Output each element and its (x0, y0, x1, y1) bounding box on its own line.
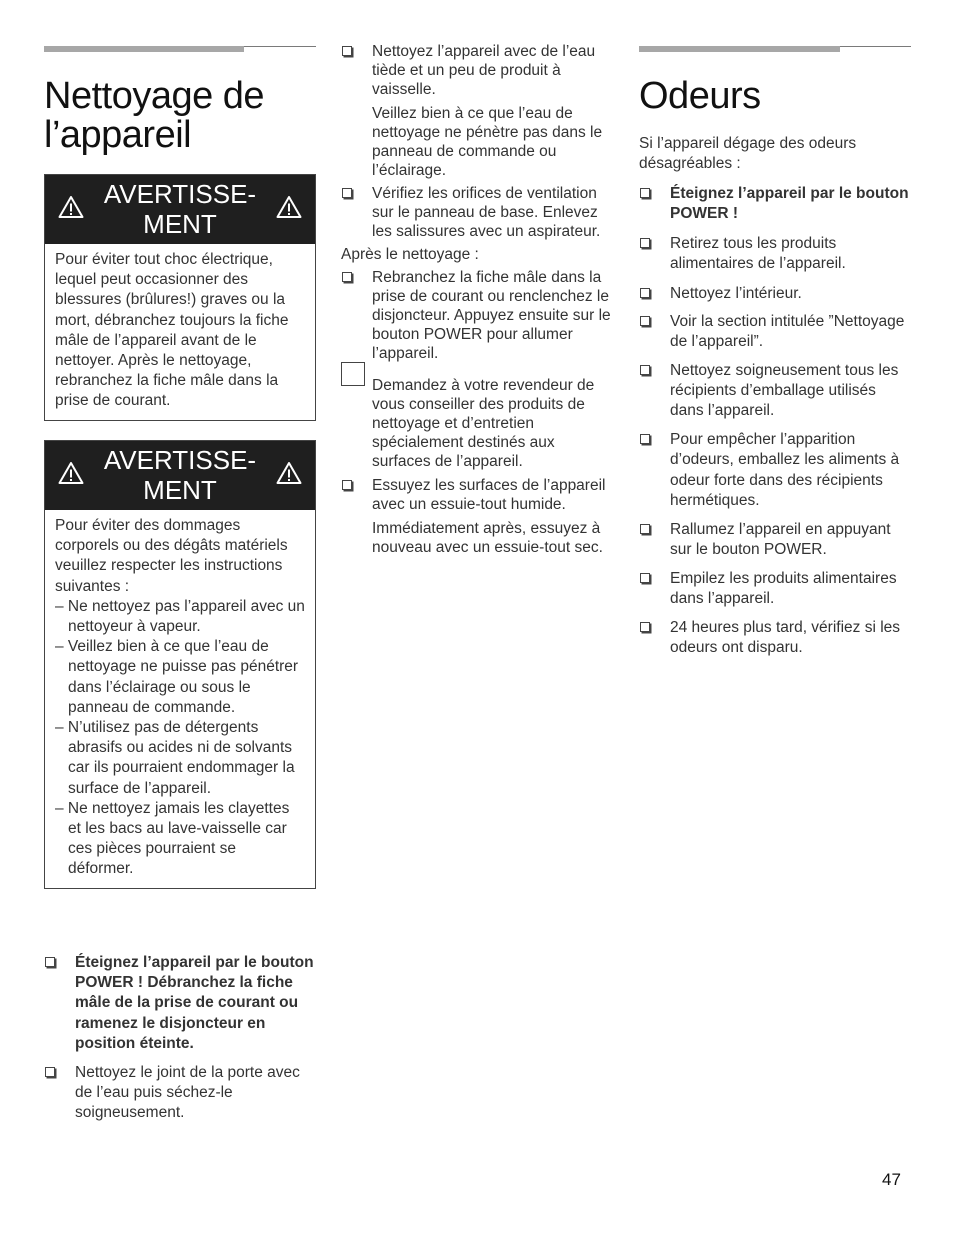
list-item (639, 430, 911, 511)
warning-triangle-icon (58, 461, 84, 485)
step-text: Rallumez l’appareil en appuyant sur le bouton POWER. (670, 521, 891, 559)
list-item (639, 184, 911, 224)
step-text: 24 heures plus tard, vérifiez si les odeurs ont disparu. (670, 619, 901, 657)
cleaning-steps-list-2 (341, 42, 615, 557)
checkbox-icon (342, 480, 352, 490)
warning-box-damage (44, 440, 316, 889)
list-item (341, 268, 615, 363)
page-title-cleaning (44, 77, 264, 155)
after-cleaning-label: Après le nettoyage : (341, 246, 479, 263)
warning-body (45, 510, 315, 888)
warning-box-electric (44, 174, 316, 421)
warning-heading-line-2: MENT (143, 475, 217, 505)
odors-content (639, 134, 911, 658)
step-text: Éteignez l’appareil par le bouton POWER ! (670, 185, 909, 222)
warning-triangle-icon (58, 195, 84, 219)
step-text: Essuyez les surfaces de l’appareil avec un essuie-tout humide. (372, 477, 606, 513)
warning-heading-line-1: AVERTISSE- (103, 445, 257, 475)
list-item (44, 1063, 316, 1124)
step-text: Nettoyez l’appareil avec de l’eau tiède et un peu de produit à vaisselle. (372, 43, 596, 98)
warning-intro: Pour éviter des dommages corporels ou des dégâts matériels veuillez respecter les instructions suivantes : (55, 517, 288, 595)
checkbox-icon (640, 188, 650, 198)
checkbox-icon (45, 957, 55, 967)
checkbox-icon (342, 46, 352, 56)
checkbox-icon (640, 622, 650, 632)
warning-heading (45, 441, 315, 510)
warning-heading-line-1: AVERTISSE- (103, 179, 257, 209)
step-extra-text: Veillez bien à ce que l’eau de nettoyage ne pénètre pas dans le panneau de commande ou l’éclairage. (372, 105, 603, 179)
warning-dash-item: – Ne nettoyez pas l’appareil avec un nettoyeur à vapeur. (55, 597, 305, 636)
list-item (639, 361, 911, 421)
checkbox-icon (640, 238, 650, 248)
step-text: Empilez les produits alimentaires dans l’appareil. (670, 570, 897, 608)
step-text: Nettoyez l’intérieur. (670, 285, 802, 302)
checkbox-icon (640, 434, 650, 444)
warning-dash-item: – N’utilisez pas de détergents abrasifs ou acides ni de solvants car ils pourraient endommager la surface de l’appareil. (55, 719, 295, 797)
warning-body (45, 244, 315, 420)
warning-triangle-icon (276, 195, 302, 219)
checkbox-icon (45, 1067, 55, 1077)
section-rule (639, 46, 911, 52)
step-text: Retirez tous les produits alimentaires de l’appareil. (670, 235, 846, 272)
step-text: Demandez à votre revendeur de vous conseiller des produits de nettoyage et d’entretien spécialement destinés aux surfaces de l’appareil. (372, 377, 595, 470)
warning-dash-item: – Ne nettoyez jamais les clayettes et les bacs au lave-vaisselle car ces pièces pourraient se déformer. (55, 799, 290, 878)
warning-heading (45, 175, 315, 244)
list-item (639, 618, 911, 658)
checkbox-icon (640, 524, 650, 534)
list-item (639, 520, 911, 560)
step-text: Nettoyez le joint de la porte avec de l’eau puis séchez-le soigneusement. (75, 1064, 300, 1122)
warning-heading-line-2: MENT (143, 209, 217, 239)
warning-triangle-icon (276, 461, 302, 485)
section-rule (44, 46, 316, 52)
list-item (341, 476, 615, 557)
cleaning-steps-list (44, 953, 316, 1124)
step-text: Vérifiez les orifices de ventilation sur le panneau de base. Enlevez les salissures avec un aspirateur. (372, 185, 601, 240)
step-extra-text: Immédiatement après, essuyez à nouveau avec un essuie-tout sec. (372, 520, 603, 556)
page-title-odors: Odeurs (639, 75, 761, 117)
list-item (44, 953, 316, 1054)
list-item (341, 42, 615, 180)
checkbox-icon (640, 288, 650, 298)
title-line-1: Nettoyage de (44, 75, 265, 117)
step-text: Voir la section intitulée ”Nettoyage de l’appareil”. (670, 313, 905, 350)
title-line-2: l’appareil (44, 114, 192, 156)
step-text: Éteignez l’appareil par le bouton POWER ! Débranchez la fiche mâle de la prise de courant ou ramenez le disjoncteur en position éteinte. (75, 954, 314, 1052)
step-text: Rebranchez la fiche mâle dans la prise de courant ou renclenchez le disjoncteur. Appuyez ensuite sur le bouton POWER pour allumer l’appareil. (372, 269, 611, 362)
checkbox-icon (342, 188, 352, 198)
checkbox-icon (342, 272, 352, 282)
checkbox-icon (341, 362, 365, 386)
checkbox-icon (640, 365, 650, 375)
step-text: Nettoyez soigneusement tous les récipients d’emballage utilisés dans l’appareil. (670, 362, 899, 419)
step-text: Pour empêcher l’apparition d’odeurs, emballez les aliments à odeur forte dans des récipients hermétiques. (670, 431, 900, 509)
list-item (639, 284, 911, 304)
odors-intro: Si l’appareil dégage des odeurs désagréables : (639, 135, 857, 172)
list-item (341, 376, 615, 471)
checkbox-icon (640, 573, 650, 583)
list-item (639, 312, 911, 352)
warning-dash-item: – Veillez bien à ce que l’eau de nettoyage ne puisse pas pénétrer dans l’éclairage ou sous le panneau de commande. (55, 638, 299, 716)
warning-text: Pour éviter tout choc électrique, lequel peut occasionner des blessures (brûlures!) graves ou la mort, débranchez toujours la fiche mâle de l’appareil avant de le nettoyer. Après le nettoyage, rebranchez la fiche mâle dans la prise de courant. (55, 251, 289, 410)
list-item (639, 234, 911, 274)
list-item (341, 184, 615, 241)
list-item (639, 569, 911, 609)
checkbox-icon (640, 316, 650, 326)
page-number: 47 (882, 1170, 901, 1189)
